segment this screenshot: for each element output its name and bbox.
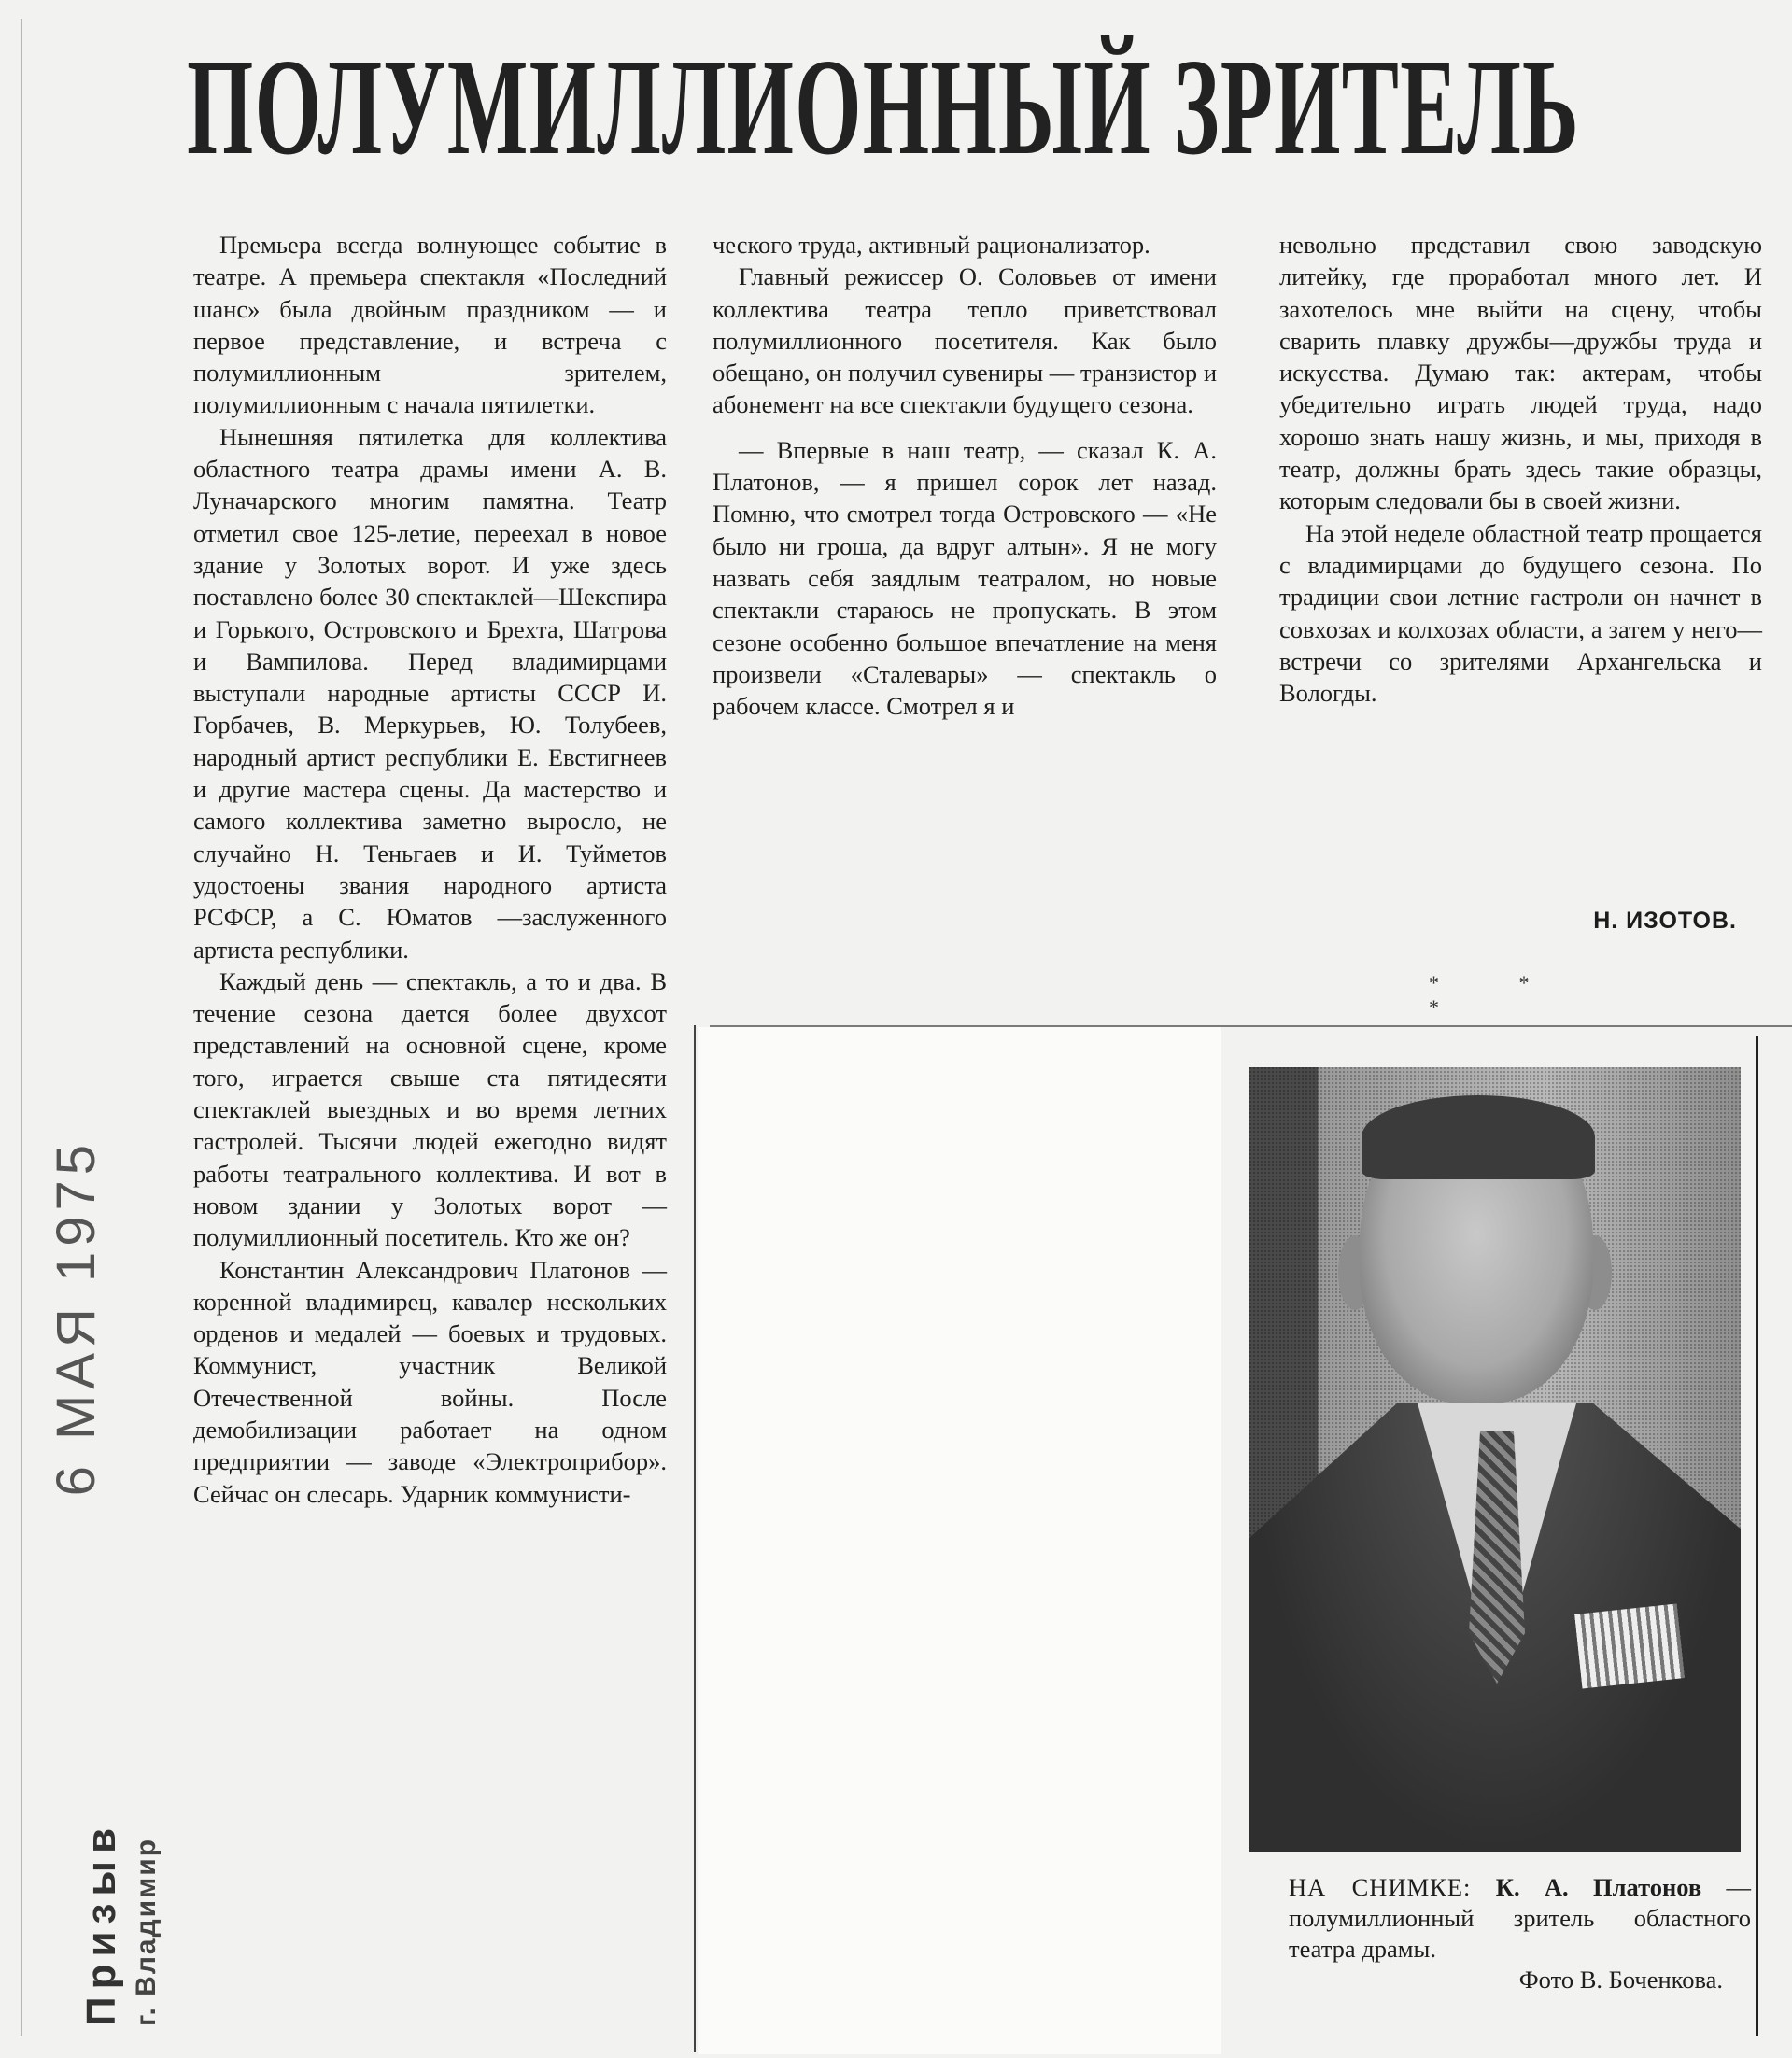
caption-name: К. А. Платонов [1495, 1873, 1702, 1901]
article-column-3 [1279, 229, 1762, 709]
paragraph: Премьера всегда волнующее событие в театре. А премьера спектакля «Последний шанс» была двойным праздником — и первое представление, и встреча с полумиллионным зрителем, полумиллионным с начала пятилетки. [193, 231, 667, 419]
headline: ПОЛУМИЛЛИОННЫЙ ЗРИТЕЛЬ [187, 31, 1580, 184]
paragraph: — Впервые в наш театр, — сказал К. А. Платонов, — я пришел сорок лет назад. Помню, что смотрел тогда Островского — «Не было ни гроша, да вдруг алтын». Я не могу назвать себя заядлым театралом, но новые спектакли стараюсь не пропускать. В этом сезоне особенно большое впечатление на меня произвели «Сталевары» — спектакль о рабочем классе. Смотрел я и [713, 435, 1217, 721]
article-column-1 [193, 229, 667, 1510]
photo-border-rule [1756, 1036, 1758, 2036]
caption-text: — полумиллионный зритель областного театра драмы. [1289, 1873, 1752, 1963]
paragraph: Нынешняя пятилетка для коллектива областного театра драмы имени А. В. Луначарского многим памятна. Театр отметил свое 125-летие, переехал в новое здание у Золотых ворот. И уже здесь поставлено более 30 спектаклей—Шекспира и Горького, Островского и Брехта, Шатрова и Вампилова. Перед владимирцами выступали народные артисты СССР И. Горбачев, В. Меркурьев, Ю. Толубеев, народный артист республики Е. Евстигнеев и другие мастера сцены. Да мастерство и самого коллектива заметно выросло, не случайно Н. Теньгаев и И. Туйметов удостоены звания народного артиста РСФСР, а С. Юматов —заслуженного артиста республики. [193, 422, 667, 964]
photo-caption [1289, 1872, 1751, 1995]
portrait-photo [1249, 1067, 1741, 1852]
photo-hair [1362, 1095, 1595, 1179]
paragraph: невольно представил свою заводскую литейку, где проработал много лет. И захотелось мне выйти на сцену, чтобы сварить плавку дружбы—дружбы труда и искусства. Думаю так: актерам, чтобы убедительно играть людей труда, надо хорошо знать нашу жизнь, и мы, приходя в театр, должны брать здесь такие образцы, которым следовали бы в своей жизни. [1279, 231, 1762, 515]
clipping-edge [21, 19, 22, 2036]
paragraph: На этой неделе областной театр прощается с владимирцами до будущего сезона. По традиции свои летние гастроли он начнет в совхозах и колхозах области, а затем у него—встречи со зрителями Архангельска и Вологды. [1279, 518, 1762, 708]
vertical-rule [694, 1025, 696, 2052]
archive-stamp [37, 1121, 162, 2036]
paragraph: Главный режиссер О. Соловьев от имени коллектива театра тепло приветствовал полумиллионного посетителя. Как было обещано, он получил сувениры — транзистор и абонемент на все спектакли будущего сезона. [713, 262, 1217, 419]
photo-medal-ribbons [1574, 1603, 1685, 1688]
paragraph: Константин Александрович Платонов — коренной владимирец, кавалер нескольких орденов и медалей — боевых и трудовых. Коммунист, участник Великой Отечественной войны. После демобилизации работает на одном предприятии — заводе «Электроприбор». Сейчас он слесарь. Ударник коммунисти- [193, 1255, 667, 1508]
article-column-2 [713, 229, 1217, 722]
blank-area [698, 1027, 1221, 2054]
paragraph: Каждый день — спектакль, а то и два. В течение сезона дается более двухсот представлений на основной сцене, кроме того, играется свыше ста пятидесяти спектаклей выездных и во время летних гастролей. Тысячи людей ежегодно видят работы театрального коллектива. И вот в новом здании у Золотых ворот — полумиллионный посетитель. Кто же он? [193, 966, 667, 1252]
stamp-newspaper: Призыв [78, 1820, 124, 2026]
author-signature: Н. ИЗОТОВ. [1593, 908, 1737, 934]
section-separator: * * * [1429, 971, 1567, 1019]
paragraph: ческого труда, активный рационализатор. [713, 231, 1150, 259]
caption-label: НА СНИМКЕ: [1289, 1873, 1472, 1901]
stamp-city: г. Владимир [131, 1837, 162, 2026]
photo-credit: Фото В. Боченкова. [1518, 1966, 1723, 1994]
stamp-date: 6 МАЯ 1975 [46, 1139, 106, 1497]
